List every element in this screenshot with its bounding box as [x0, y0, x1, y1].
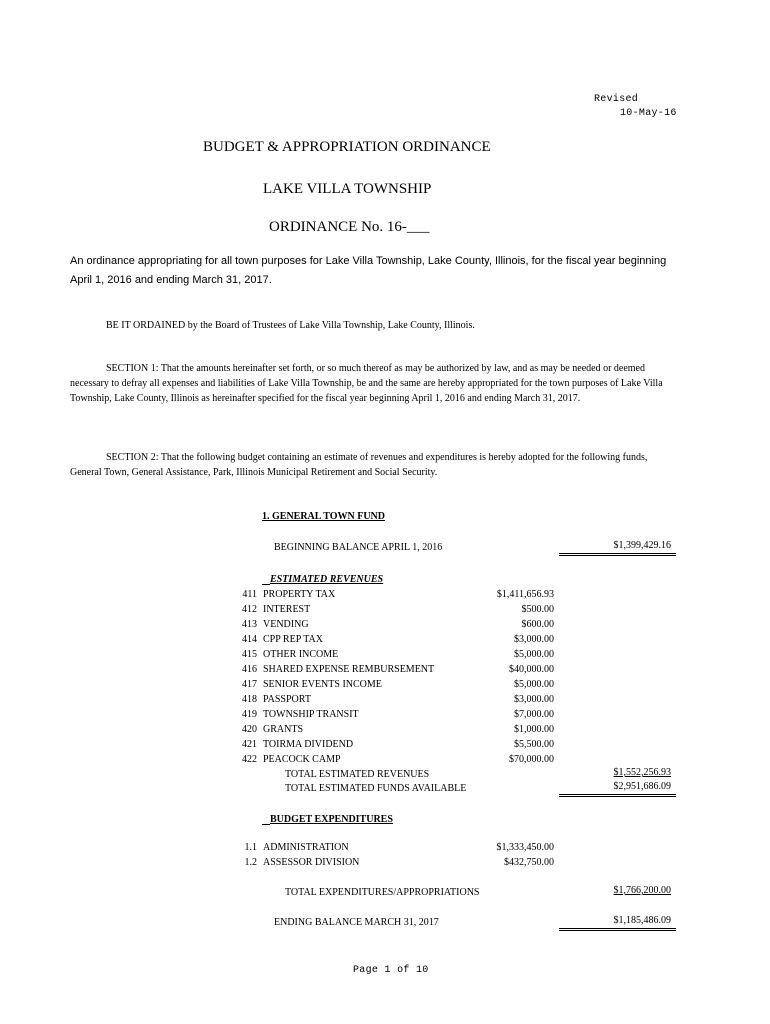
revenue-amount: $5,000.00 — [514, 649, 554, 660]
section-1 — [70, 361, 670, 406]
revenue-label: INTEREST — [263, 604, 311, 615]
beginning-balance-rule-2 — [559, 555, 676, 556]
revenue-row — [240, 603, 560, 617]
expenditures-heading: BUDGET EXPENDITURES — [270, 814, 393, 825]
revenue-amount: $7,000.00 — [514, 709, 554, 720]
expenditure-code: 1.1 — [244, 842, 257, 853]
revenue-code: 417 — [242, 679, 257, 690]
revenue-row — [240, 648, 560, 662]
revenue-code: 421 — [242, 739, 257, 750]
revenues-heading: ESTIMATED REVENUES — [270, 574, 384, 585]
total-available-label: TOTAL ESTIMATED FUNDS AVAILABLE — [285, 783, 467, 794]
township-title: LAKE VILLA TOWNSHIP — [263, 181, 432, 197]
revenue-label: VENDING — [263, 619, 309, 630]
ending-balance-label: ENDING BALANCE MARCH 31, 2017 — [274, 917, 439, 928]
expenditure-amount: $1,333,450.00 — [496, 842, 554, 853]
ending-balance-rule-2 — [559, 930, 676, 931]
page-number: Page 1 of 10 — [353, 965, 429, 976]
section-2 — [70, 450, 670, 480]
ordained-statement: BE IT ORDAINED by the Board of Trustees of Lake Villa Township, Lake County, Illinois. — [106, 320, 475, 331]
revenue-label: OTHER INCOME — [263, 649, 339, 660]
revenue-amount: $3,000.00 — [514, 634, 554, 645]
section-2-text: SECTION 2: That the following budget containing an estimate of revenues and expenditures is hereby adopted for the following funds, General Town, General Assistance, Park, Illinois Municipal Retirement and Social Security. — [70, 452, 648, 478]
revenue-row — [240, 708, 560, 722]
revenue-code: 415 — [242, 649, 257, 660]
revenue-amount: $5,500.00 — [514, 739, 554, 750]
revenue-row — [240, 693, 560, 707]
total-expenditures-label: TOTAL EXPENDITURES/APPROPRIATIONS — [285, 887, 480, 898]
revenue-label: SHARED EXPENSE REMBURSEMENT — [263, 664, 435, 675]
revenue-label: PROPERTY TAX — [263, 589, 336, 600]
revenue-label: SENIOR EVENTS INCOME — [263, 679, 382, 690]
beginning-balance-label: BEGINNING BALANCE APRIL 1, 2016 — [274, 542, 443, 553]
revenue-row — [240, 723, 560, 737]
expenditure-code: 1.2 — [244, 857, 257, 868]
revenue-label: PEACOCK CAMP — [263, 754, 341, 765]
ordinance-number: ORDINANCE No. 16-___ — [269, 219, 430, 235]
expenditures-heading-rule — [262, 824, 270, 825]
expenditure-label: ADMINISTRATION — [263, 842, 349, 853]
total-available-amount: $2,951,686.09 — [613, 781, 671, 792]
revenue-row — [240, 663, 560, 677]
revised-label: Revised — [594, 94, 639, 105]
expenditure-row — [240, 841, 560, 855]
revenue-row — [240, 633, 560, 647]
revenue-row — [240, 753, 560, 767]
revenue-label: GRANTS — [263, 724, 304, 735]
revenue-label: TOWNSHIP TRANSIT — [263, 709, 359, 720]
revenue-row — [240, 618, 560, 632]
expenditure-row — [240, 856, 560, 870]
total-revenues-label: TOTAL ESTIMATED REVENUES — [285, 769, 430, 780]
revenue-label: PASSPORT — [263, 694, 311, 705]
beginning-balance-amount: $1,399,429.16 — [613, 540, 671, 551]
revenue-code: 419 — [242, 709, 257, 720]
fund-heading: 1. GENERAL TOWN FUND — [262, 511, 385, 522]
section-1-text: SECTION 1: That the amounts hereinafter set forth, or so much thereof as may be authorized by law, and as may be needed or deemed necessary to defray all expenses and liabilities of Lake Villa Township, be and the same are hereby appropriated for the town purposes of Lake Villa Township, Lake County, Illinois as hereinafter specified for the fiscal year beginning April 1, 2016 and ending March 31, 2017. — [70, 363, 663, 404]
revised-date: 10-May-16 — [620, 108, 677, 119]
revenue-amount: $40,000.00 — [509, 664, 554, 675]
revenue-code: 413 — [242, 619, 257, 630]
revenue-code: 414 — [242, 634, 257, 645]
revenue-row — [240, 678, 560, 692]
total-revenues-amount: $1,552,256.93 — [613, 767, 671, 778]
document-title: BUDGET & APPROPRIATION ORDINANCE — [203, 139, 491, 155]
ending-balance-rule — [559, 928, 676, 929]
revenue-code: 422 — [242, 754, 257, 765]
intro-line-1: An ordinance appropriating for all town purposes for Lake Villa Township, Lake County, Illinois, for the fiscal year beginning — [70, 255, 667, 267]
revenue-row — [240, 588, 560, 602]
revenue-row — [240, 738, 560, 752]
expenditure-amount: $432,750.00 — [504, 857, 554, 868]
revenue-amount: $1,411,656.93 — [496, 589, 554, 600]
revenue-amount: $3,000.00 — [514, 694, 554, 705]
total-expenditures-amount: $1,766,200.00 — [613, 885, 671, 896]
revenue-amount: $1,000.00 — [514, 724, 554, 735]
revenue-amount: $70,000.00 — [509, 754, 554, 765]
revenue-code: 416 — [242, 664, 257, 675]
revenue-label: TOIRMA DIVIDEND — [263, 739, 354, 750]
intro-line-2: April 1, 2016 and ending March 31, 2017. — [70, 274, 272, 286]
revenues-heading-rule — [262, 584, 270, 585]
revenue-amount: $500.00 — [521, 604, 554, 615]
ending-balance-amount: $1,185,486.09 — [613, 915, 671, 926]
revenue-code: 418 — [242, 694, 257, 705]
revenue-amount: $600.00 — [521, 619, 554, 630]
revenue-code: 412 — [242, 604, 257, 615]
revenue-amount: $5,000.00 — [514, 679, 554, 690]
beginning-balance-rule — [559, 553, 676, 554]
revenue-code: 420 — [242, 724, 257, 735]
total-available-rule — [559, 794, 676, 795]
revenue-label: CPP REP TAX — [263, 634, 323, 645]
total-available-rule-2 — [559, 796, 676, 797]
expenditure-label: ASSESSOR DIVISION — [263, 857, 360, 868]
revenue-code: 411 — [242, 589, 257, 600]
